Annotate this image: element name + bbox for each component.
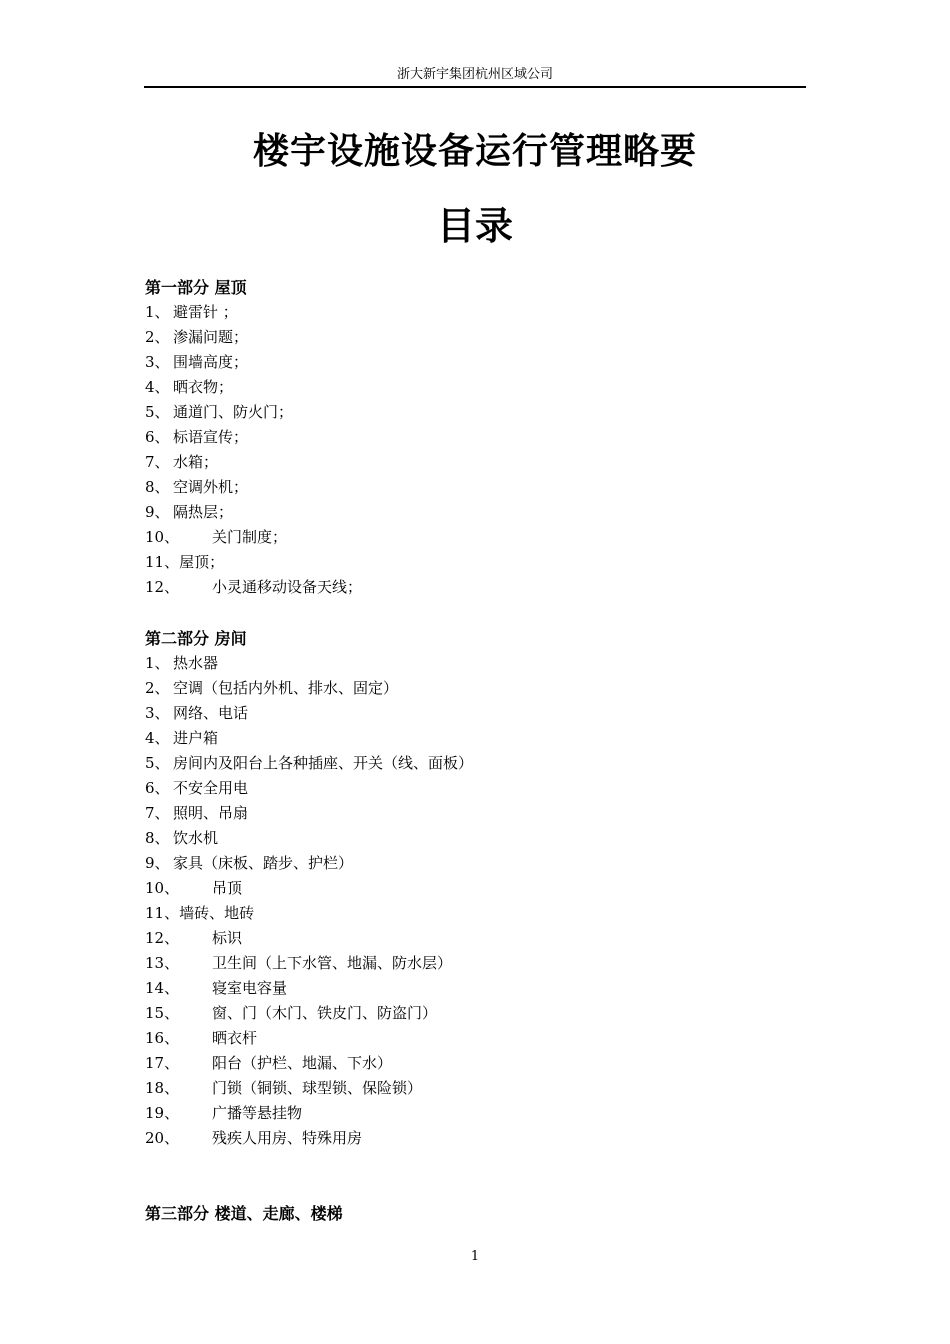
list-item <box>145 575 805 600</box>
item-text: 网络、电话 <box>173 704 249 722</box>
document-title: 楼宇设施设备运行管理略要 <box>252 131 697 172</box>
item-number: 10、 <box>145 879 180 897</box>
list-item <box>145 425 805 450</box>
list-item <box>145 400 805 425</box>
list-item <box>145 651 805 676</box>
list-item <box>145 550 805 575</box>
item-number: 11、 <box>145 904 180 922</box>
item-text: 窗、门（木门、铁皮门、防盗门） <box>212 1004 438 1022</box>
item-text: 渗漏问题； <box>173 328 249 346</box>
item-text: 关门制度； <box>212 528 288 546</box>
item-text: 空调外机； <box>173 478 249 496</box>
header-divider <box>144 86 806 88</box>
item-text: 屋顶； <box>179 553 225 571</box>
item-number: 19、 <box>145 1104 180 1122</box>
list-item <box>145 801 805 826</box>
item-number: 2、 <box>145 679 170 697</box>
item-number: 11、 <box>145 553 180 571</box>
item-text: 标语宣传； <box>173 428 249 446</box>
list-item <box>145 350 805 375</box>
item-number: 15、 <box>145 1004 180 1022</box>
item-number: 4、 <box>145 378 170 396</box>
item-text: 小灵通移动设备天线； <box>212 578 363 596</box>
item-number: 12、 <box>145 578 180 596</box>
item-text: 照明、吊扇 <box>173 804 249 822</box>
item-number: 14、 <box>145 979 180 997</box>
item-text: 广播等悬挂物 <box>212 1104 303 1122</box>
page-header: 浙大新宇集团杭州区域公司 <box>396 67 553 82</box>
item-text: 避雷针 ； <box>173 303 238 321</box>
toc-heading: 目录 <box>436 204 513 248</box>
table-of-contents <box>145 275 805 1226</box>
list-item <box>145 1051 805 1076</box>
list-item <box>145 1126 805 1151</box>
list-item <box>145 901 805 926</box>
list-item <box>145 826 805 851</box>
section-heading: 第二部分 房间 <box>145 629 247 648</box>
item-text: 残疾人用房、特殊用房 <box>212 1129 363 1147</box>
list-item <box>145 450 805 475</box>
item-text: 晒衣杆 <box>212 1029 258 1047</box>
item-number: 1、 <box>145 303 170 321</box>
item-number: 5、 <box>145 403 170 421</box>
item-text: 家具（床板、踏步、护栏） <box>173 854 354 872</box>
item-number: 8、 <box>145 478 170 496</box>
item-number: 6、 <box>145 779 170 797</box>
item-number: 1、 <box>145 654 170 672</box>
list-item <box>145 475 805 500</box>
item-number: 3、 <box>145 353 170 371</box>
item-text: 空调（包括内外机、排水、固定） <box>173 679 399 697</box>
item-number: 7、 <box>145 804 170 822</box>
item-text: 墙砖、地砖 <box>179 904 255 922</box>
item-number: 9、 <box>145 854 170 872</box>
item-number: 7、 <box>145 453 170 471</box>
item-text: 门锁（铜锁、球型锁、保险锁） <box>212 1079 423 1097</box>
item-number: 9、 <box>145 503 170 521</box>
list-item <box>145 851 805 876</box>
item-text: 阳台（护栏、地漏、下水） <box>212 1054 393 1072</box>
section-spacer <box>145 600 805 626</box>
item-text: 吊顶 <box>212 879 243 897</box>
item-number: 3、 <box>145 704 170 722</box>
list-item <box>145 751 805 776</box>
item-text: 围墙高度； <box>173 353 249 371</box>
section-heading: 第三部分 楼道、走廊、楼梯 <box>145 1204 343 1223</box>
list-item <box>145 375 805 400</box>
item-text: 饮水机 <box>173 829 219 847</box>
item-text: 标识 <box>212 929 243 947</box>
item-text: 卫生间（上下水管、地漏、防水层） <box>212 954 453 972</box>
list-item <box>145 1001 805 1026</box>
list-item <box>145 701 805 726</box>
list-item <box>145 500 805 525</box>
list-item <box>145 726 805 751</box>
item-text: 不安全用电 <box>173 779 249 797</box>
item-number: 2、 <box>145 328 170 346</box>
item-text: 通道门、防火门； <box>173 403 294 421</box>
list-item <box>145 525 805 550</box>
item-text: 热水器 <box>173 654 219 672</box>
item-number: 6、 <box>145 428 170 446</box>
list-item <box>145 1026 805 1051</box>
section-heading: 第一部分 屋顶 <box>145 278 247 297</box>
list-item <box>145 776 805 801</box>
list-item <box>145 676 805 701</box>
item-number: 20、 <box>145 1129 180 1147</box>
item-text: 水箱； <box>173 453 219 471</box>
list-item <box>145 926 805 951</box>
item-number: 10、 <box>145 528 180 546</box>
item-number: 5、 <box>145 754 170 772</box>
list-item <box>145 976 805 1001</box>
item-number: 18、 <box>145 1079 180 1097</box>
page-number: 1 <box>470 1249 480 1264</box>
item-text: 房间内及阳台上各种插座、开关（线、面板） <box>173 754 474 772</box>
list-item <box>145 951 805 976</box>
list-item <box>145 1076 805 1101</box>
item-text: 隔热层； <box>173 503 234 521</box>
section-spacer <box>145 1151 805 1201</box>
item-number: 4、 <box>145 729 170 747</box>
item-number: 17、 <box>145 1054 180 1072</box>
item-number: 16、 <box>145 1029 180 1047</box>
item-number: 12、 <box>145 929 180 947</box>
list-item <box>145 325 805 350</box>
list-item <box>145 300 805 325</box>
item-text: 晒衣物； <box>173 378 234 396</box>
list-item <box>145 1101 805 1126</box>
item-number: 8、 <box>145 829 170 847</box>
list-item <box>145 876 805 901</box>
item-text: 寝室电容量 <box>212 979 288 997</box>
item-text: 进户箱 <box>173 729 219 747</box>
item-number: 13、 <box>145 954 180 972</box>
